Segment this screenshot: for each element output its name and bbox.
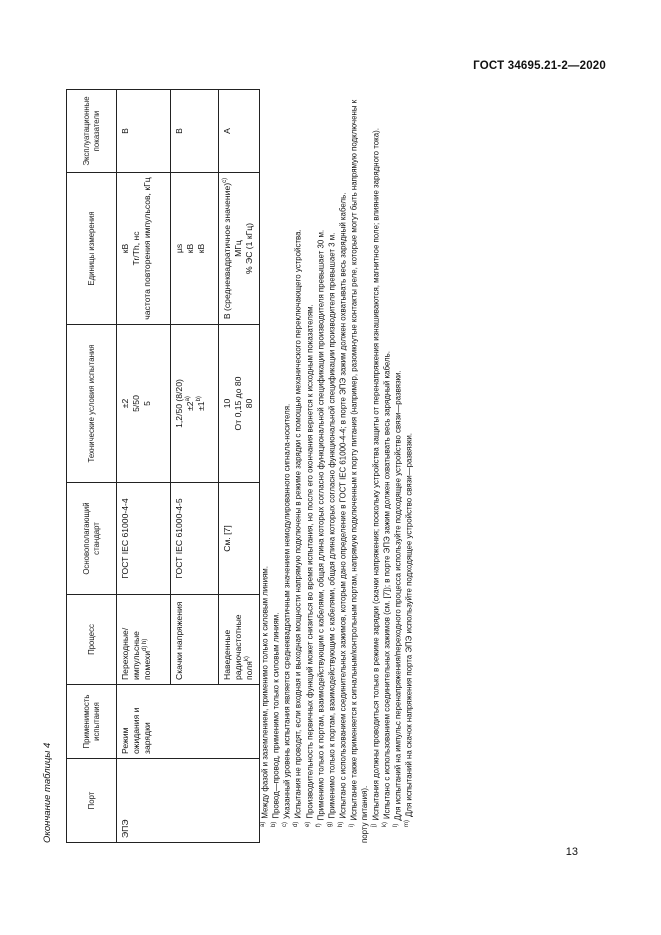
cell-conditions: 10 От 0,15 до 80 80 xyxy=(219,325,260,483)
footnote: $^{m)}$Для испытаний на скачок напряжения порта ЭПЭ используйте подходящее устройство связи—развязки. xyxy=(404,433,414,827)
cell-process: Переходные/импульсные помехи$^{d) h)}$ xyxy=(117,595,171,685)
cell-units: кВ Tr/Th, нс частота повторения импульсов, кГц xyxy=(117,173,171,325)
column-header: Эксплуатационные показатели xyxy=(67,90,117,173)
footnote: $^{e)}$Производительность первичных функций может снизиться во время испытания, но после его окончания вернется к исходным показателям. xyxy=(304,304,315,827)
column-header: Единицы измерения xyxy=(67,173,117,325)
table-row xyxy=(117,90,171,843)
document-header: ГОСТ 34695.21-2—2020 xyxy=(473,60,606,72)
footnote: $^{l)}$Для испытаний на импульс перенапряжения/переходного процесса используйте подходящее устройство связи—развязки. xyxy=(392,370,403,827)
cell-conditions: 1,2/50 (8/20) $\pm 2^{a)}$ $\pm 1^{b)}$ xyxy=(171,325,219,483)
footnote: $^{a)}$Между фазой и заземлением, применимо только к силовым линиям. xyxy=(260,566,270,827)
cell-conditions: ±2 5/50 5 xyxy=(117,325,171,483)
column-header: Процесс xyxy=(67,595,117,685)
footnote: $^{b)}$Провод—провод, применимо только к силовым линиям. xyxy=(271,612,281,827)
table-caption: Окончание таблицы 4 xyxy=(42,742,53,843)
rotated-table-area xyxy=(42,90,536,843)
column-header: Порт xyxy=(67,759,117,843)
cell-performance: B xyxy=(171,90,219,173)
cell-units: В (среднеквадратичное значение)$^{c)}$ МГц % ЭС (1 кГц) xyxy=(219,173,260,325)
cell-standard: См. [7] xyxy=(219,483,260,595)
emc-requirements-table xyxy=(66,89,260,843)
cell-standard: ГОСТ IEC 61000-4-5 xyxy=(171,483,219,595)
cell-standard: ГОСТ IEC 61000-4-4 xyxy=(117,483,171,595)
footnote: $^{j)}$Испытания должны проводиться только в режиме зарядки (скачки напряжения; поскольку устройства защиты от перенапряжения изнашиваются, магнитное поле; влияние зарядного тока). xyxy=(370,128,381,827)
page-number: 13 xyxy=(565,846,578,858)
column-header: Применимость испытания xyxy=(67,685,117,759)
footnote: $^{f)}$Применимо только к портам, взаимодействующим с кабелями, общая длина которых согласно функциональной спецификации производителя превышает 30 м. xyxy=(315,229,326,827)
footnote: $^{g)}$Применимо только к портам, взаимодействующим с кабелями, общая длина которых согласно функциональной спецификации производителя превышает 3 м. xyxy=(326,232,337,827)
cell-process: Скачки напряжения xyxy=(171,595,219,685)
column-header: Технические условия испытания xyxy=(67,325,117,483)
column-header: Основополагающий стандарт xyxy=(67,483,117,595)
footnote: $^{c)}$Указанный уровень испытания является среднеквадратичным значением немодулированного сигнала-носителя. xyxy=(282,403,292,827)
cell-performance: A xyxy=(219,90,260,173)
cell-performance: B xyxy=(117,90,171,173)
footnote: $^{k)}$Испытано с использованием соединительных зажимов (см. [7]); в порте ЭПЭ зажим должен охватывать весь зарядный кабель. xyxy=(381,351,392,827)
footnote: $^{d)}$Испытания не проводят, если входная и выходная мощности напрямую подключены в режиме зарядки с помощью механического переключающего устройства. xyxy=(293,229,303,827)
table-footnotes xyxy=(260,93,415,843)
cell-units: µs кВ кВ xyxy=(171,173,219,325)
footnote: $^{i)}$Испытание также применяется к сигнальным/контрольным портам, напрямую подключенным к порту питания (например, разомкнутые контакты реле, которые могут быть напрямую подключены к порту питания). xyxy=(349,99,370,843)
cell-process: Наведенные радиочастотные поля$^{k)}$ xyxy=(219,595,260,685)
cell-applicability: Режим ожидания и зарядки xyxy=(117,685,260,759)
footnote: $^{h)}$Испытано с использованием соединительных зажимов, которым дано определение в ГОСТ IEC 61000-4-4; в порте ЭПЭ зажим должен охватывать весь зарядный кабель. xyxy=(337,192,348,827)
cell-port: ЭПЭ xyxy=(117,759,260,843)
